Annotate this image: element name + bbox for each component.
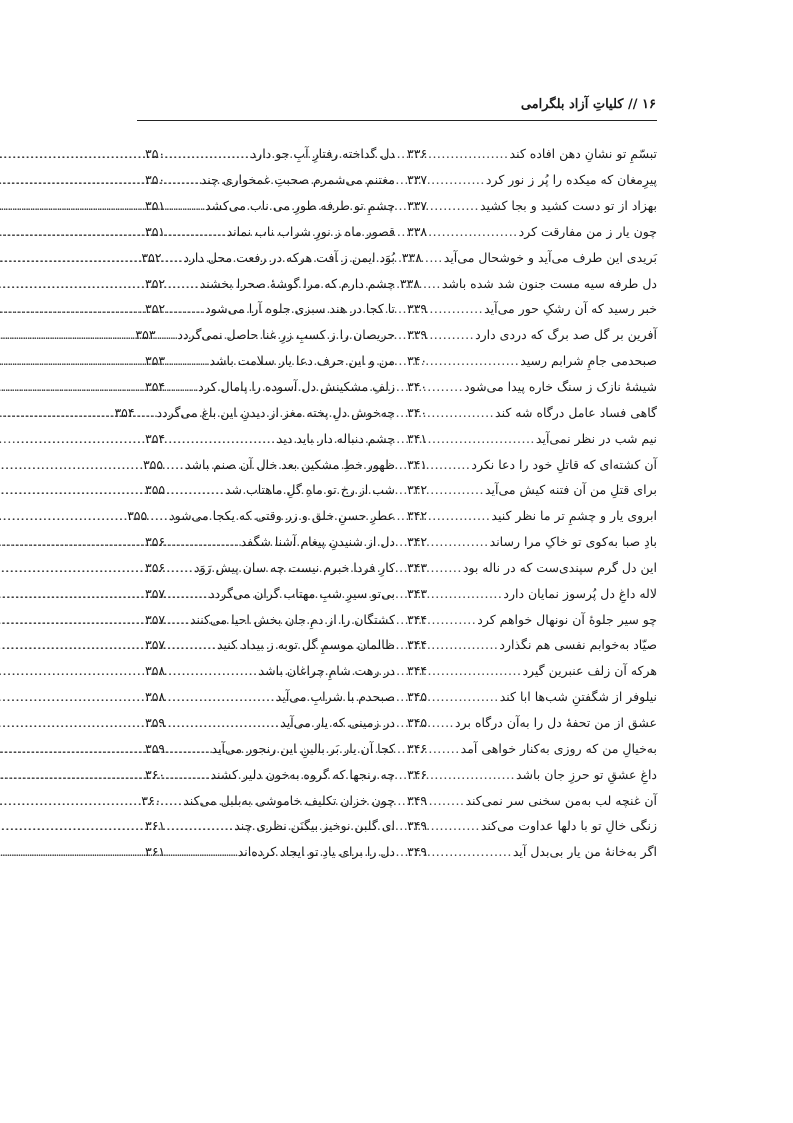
toc-entry-title: زنگی خالِ تو با دلها عداوت می‌کند bbox=[480, 818, 657, 834]
toc-entry-title: بهزاد از تو دست کشید و بجا کشید bbox=[479, 198, 657, 214]
toc-entry bbox=[145, 348, 395, 374]
toc-entry-page-number: ۳۵۶ bbox=[145, 534, 166, 550]
toc-entry-page-number: ۳۵۷ bbox=[145, 637, 166, 653]
header-separator: // bbox=[628, 97, 638, 112]
toc-entry-page-number: ۳۴۹ bbox=[407, 792, 428, 808]
toc-entry-title: دل از شنیدنِ پیغام آشنا شگفد bbox=[240, 534, 395, 550]
dot-leader bbox=[180, 353, 209, 368]
toc-entry-page-number: ۳۵۶ bbox=[145, 559, 166, 575]
toc-entry bbox=[145, 270, 395, 296]
toc-entry bbox=[407, 529, 657, 555]
toc-entry bbox=[127, 503, 395, 529]
toc-entry-page-number: ۳۵۸ bbox=[145, 689, 166, 705]
dot-leader bbox=[176, 793, 182, 808]
toc-entry-title: چون یار ز من مفارقت کرد bbox=[518, 223, 657, 239]
dot-leader bbox=[442, 301, 483, 316]
toc-entry bbox=[145, 735, 395, 761]
toc-entry-page-number: ۳۴۰ bbox=[407, 404, 428, 420]
toc-entry-page-number: ۳۵۷ bbox=[145, 585, 166, 601]
toc-entry-title: ای گلبن نوخیز بیگنَن نظری چند bbox=[234, 818, 395, 834]
header-rule bbox=[137, 120, 657, 121]
toc-entry bbox=[407, 167, 657, 193]
toc-entry bbox=[407, 839, 657, 865]
toc-entry-title: دل را برای یادِ تو ایجاد کرده‌اند bbox=[237, 844, 395, 860]
toc-entry bbox=[407, 761, 657, 787]
toc-entry-title: چون خزان تکلیف خاموشی به‌بلبل می‌کند bbox=[183, 792, 395, 808]
toc-entry-page-number: ۳۳۷ bbox=[407, 198, 428, 214]
dot-leader bbox=[442, 431, 535, 446]
toc-entry-title: دل گداخته رفتارِ آبِ جو دارد bbox=[250, 146, 395, 162]
dot-leader bbox=[180, 224, 226, 239]
dot-leader bbox=[442, 224, 518, 239]
toc-entry bbox=[145, 684, 395, 710]
dot-leader bbox=[442, 612, 476, 627]
toc-entry bbox=[145, 555, 395, 581]
dot-leader bbox=[180, 637, 216, 652]
toc-entry-title: بُوَد ایمن ز آفت هرکه در رفعت محل دارد bbox=[183, 249, 395, 265]
toc-entry-title: پیرِمغان که میکده را پُر ز نور کرد bbox=[485, 172, 657, 188]
toc-entry bbox=[145, 425, 395, 451]
toc-entry bbox=[145, 710, 395, 736]
toc-entry-page-number: ۳۴۴ bbox=[407, 637, 428, 653]
toc-entry-page-number: ۳۵۱ bbox=[145, 198, 166, 214]
dot-leader bbox=[180, 301, 204, 316]
toc-entry-page-number: ۳۴۹ bbox=[407, 844, 428, 860]
toc-entry bbox=[407, 399, 657, 425]
dot-leader bbox=[178, 457, 184, 472]
toc-entry-title: هرکه آن زلف عنبرین گیرد bbox=[522, 663, 657, 679]
dot-leader bbox=[180, 482, 224, 497]
toc-entry-page-number: ۳۳۸ bbox=[401, 249, 422, 265]
toc-entry bbox=[407, 193, 657, 219]
toc-entry-page-number: ۳۵۳ bbox=[135, 327, 156, 343]
toc-entry bbox=[145, 658, 395, 684]
toc-entry bbox=[407, 632, 657, 658]
toc-entry-title: صبحدمی جامِ شرابم رسید bbox=[520, 353, 657, 369]
dot-leader bbox=[180, 844, 237, 859]
toc-entry-page-number: ۳۶۰ bbox=[145, 766, 166, 782]
toc-entry-page-number: ۳۴۶ bbox=[407, 740, 428, 756]
toc-entry-page-number: ۳۴۵ bbox=[407, 714, 428, 730]
toc-entry-title: آن کشته‌ای که قاتلِ خود را دعا نکرد bbox=[471, 456, 657, 472]
toc-entry-title: تا کجا در هند سبزی جلوه آرا می‌شود bbox=[205, 301, 395, 317]
toc-entry-page-number: ۳۴۲ bbox=[407, 534, 428, 550]
toc-entry-title: زلفِ مشکینش دل آسوده را پامال کرد bbox=[198, 379, 395, 395]
dot-leader bbox=[180, 612, 189, 627]
toc-entry-page-number: ۳۴۴ bbox=[407, 663, 428, 679]
dot-leader bbox=[442, 534, 489, 549]
toc-entry bbox=[114, 399, 395, 425]
toc-entry-title: کارِ فردا خبرم نیست چه سان پیش رَوَد bbox=[193, 559, 395, 575]
toc-entry bbox=[141, 787, 395, 813]
dot-leader bbox=[149, 405, 155, 420]
toc-entry-title: صبحدم با شرابِ می‌آید bbox=[275, 689, 395, 705]
toc-entry bbox=[407, 606, 657, 632]
toc-entry-page-number: ۳۵۱ bbox=[145, 223, 166, 239]
toc-entry-title: این دل گرم سپندی‌ست که در ناله بود bbox=[462, 559, 657, 575]
toc-entry bbox=[407, 477, 657, 503]
toc-entry-title: دل طرفه سیه مست جنون شد شده باشد bbox=[441, 275, 657, 291]
toc-entry-page-number: ۳۵۰ bbox=[145, 172, 166, 188]
dot-leader bbox=[180, 560, 193, 575]
toc-entry bbox=[407, 451, 657, 477]
toc-entry-page-number: ۳۵۵ bbox=[127, 508, 148, 524]
dot-leader bbox=[180, 741, 210, 756]
toc-entry-title: آن غنچه لب به‌من سخنی سر نمی‌کند bbox=[465, 792, 657, 808]
toc-entry bbox=[145, 606, 395, 632]
dot-leader bbox=[442, 327, 474, 342]
dot-leader bbox=[442, 767, 515, 782]
toc-entry-title: چه‌خوش دلِ پخته مغز از دیدنِ این باغ می‌گردد bbox=[156, 404, 395, 420]
toc-entry-title: لاله داغِ دل پُرسوز نمایان دارد bbox=[503, 585, 657, 601]
toc-entry-title: بادِ صبا به‌کوی تو خاکِ مرا رساند bbox=[489, 534, 657, 550]
toc-entry-title: نیم شب در نظر نمی‌آید bbox=[535, 430, 657, 446]
toc-entry bbox=[145, 477, 395, 503]
toc-entry-title: نیلوفر از شگفتنِ شب‌ها ابا کند bbox=[499, 689, 657, 705]
dot-leader bbox=[176, 250, 182, 265]
dot-leader bbox=[442, 844, 512, 859]
dot-leader bbox=[180, 172, 200, 187]
toc-entry-page-number: ۳۳۹ bbox=[407, 301, 428, 317]
toc-entry-page-number: ۳۴۹ bbox=[407, 818, 428, 834]
toc-entry bbox=[407, 735, 657, 761]
dot-leader bbox=[442, 353, 519, 368]
toc-entry-title: چشم دارم که مرا گوشۀ صحرا بخشند bbox=[199, 275, 395, 291]
toc-entry-title: ابروی یار و چشمِ تر ما نظر کنید bbox=[491, 508, 657, 524]
running-header bbox=[521, 97, 656, 112]
toc-entry-page-number: ۳۳۸ bbox=[399, 275, 421, 291]
dot-leader bbox=[180, 715, 279, 730]
dot-leader bbox=[437, 250, 443, 265]
toc-entry-page-number: ۳۴۴ bbox=[407, 611, 428, 627]
toc-entry-page-number: ۳۵۴ bbox=[114, 404, 135, 420]
dot-leader bbox=[442, 715, 454, 730]
toc-entry-page-number: ۳۴۱ bbox=[407, 430, 428, 446]
toc-entry bbox=[407, 219, 657, 245]
toc-entry bbox=[407, 322, 657, 348]
toc-entry bbox=[145, 219, 395, 245]
dot-leader bbox=[442, 586, 502, 601]
toc-entry-title: چو سیر جلوۀ آن نونهال خواهم کرد bbox=[477, 611, 657, 627]
dot-leader bbox=[442, 793, 464, 808]
toc-entry-page-number: ۳۴۰ bbox=[407, 353, 428, 369]
toc-entry-title: من و این حرف دعا یار سلامت باشد bbox=[209, 353, 395, 369]
toc-entry-title: شیشۀ نازک ز سنگ خاره پیدا می‌شود bbox=[464, 379, 657, 395]
toc-entry-title: اگر به‌خانۀ من یار بی‌بدل آید bbox=[512, 844, 657, 860]
toc-entry bbox=[145, 529, 395, 555]
toc-entry-title: مغتنم می‌شمرم صحبتِ غمخواری چند bbox=[200, 172, 395, 188]
toc-entry-page-number: ۳۴۲ bbox=[407, 482, 428, 498]
toc-entry-title: به‌خیالِ من که روزی به‌کنار خواهی آمد bbox=[460, 740, 657, 756]
dot-leader bbox=[442, 198, 479, 213]
toc-entry-title: کشتگان را از دمِ جان بخش احیا می‌کنند bbox=[189, 611, 395, 627]
toc-entry-page-number: ۳۴۳ bbox=[407, 585, 428, 601]
toc-entry bbox=[407, 348, 657, 374]
dot-leader bbox=[442, 482, 484, 497]
toc-entry-title: آفرین بر گل صد برگ که دردی دارد bbox=[475, 327, 657, 343]
toc-entry-title: برای قتلِ من آن فتنه کیش می‌آید bbox=[484, 482, 657, 498]
toc-entry bbox=[145, 374, 395, 400]
toc-entry-page-number: ۳۵۲ bbox=[145, 301, 166, 317]
dot-leader bbox=[442, 560, 462, 575]
toc-entry bbox=[407, 684, 657, 710]
toc-entry-title: چه رنجها که گروه به‌خون دلیر کشند bbox=[210, 766, 395, 782]
toc-entry bbox=[399, 270, 657, 296]
toc-entry bbox=[145, 296, 395, 322]
dot-leader bbox=[180, 689, 275, 704]
toc-entry-title: کجا آن یار بَر بالینِ این رنجور می‌آید bbox=[211, 740, 395, 756]
toc-entry-title: خبر رسید که آن رشکِ حور می‌آید bbox=[484, 301, 657, 317]
toc-entry-title: شب از رخ تو ماهِ گلِ ماهتاب شد bbox=[224, 482, 395, 498]
toc-entry-title: بی‌تو سیرِ شبِ مهتاب گران می‌گردد bbox=[209, 585, 395, 601]
toc-entry-page-number: ۳۵۲ bbox=[145, 275, 166, 291]
toc-entry-page-number: ۳۳۶ bbox=[407, 146, 428, 162]
toc-entry bbox=[407, 658, 657, 684]
toc-entry-page-number: ۳۵۵ bbox=[142, 456, 164, 472]
toc-entry bbox=[135, 322, 395, 348]
toc-entry bbox=[407, 580, 657, 606]
toc-entry-page-number: ۳۵۹ bbox=[145, 740, 166, 756]
dot-leader bbox=[162, 508, 168, 523]
toc-entry bbox=[145, 167, 395, 193]
toc-entry-title: بَریدی این طرف می‌آید و خوشحال می‌آید bbox=[443, 249, 657, 265]
dot-leader bbox=[442, 146, 509, 161]
toc-entry bbox=[407, 813, 657, 839]
toc-entry-title: عشق از من تحفۀ دل را به‌آن درگاه برد bbox=[455, 714, 657, 730]
toc-entry bbox=[407, 503, 657, 529]
toc-entry-page-number: ۳۴۱ bbox=[407, 456, 428, 472]
toc-entry-page-number: ۳۳۷ bbox=[407, 172, 428, 188]
dot-leader bbox=[442, 741, 460, 756]
toc-entry-title: قصور ماه ز نورِ شراب ناب نماند bbox=[226, 223, 395, 239]
toc-entry-page-number: ۳۴۲ bbox=[407, 508, 428, 524]
toc-entry-title: در رهت شامِ چراغان باشد bbox=[258, 663, 395, 679]
toc-entry bbox=[407, 374, 657, 400]
dot-leader bbox=[180, 818, 233, 833]
dot-leader bbox=[180, 767, 209, 782]
toc-entry-page-number: ۳۵۴ bbox=[145, 379, 166, 395]
toc-entry-page-number: ۳۴۶ bbox=[407, 766, 428, 782]
toc-entry-title: ظالمان موسمِ گل توبه ز بیداد کنید bbox=[216, 637, 395, 653]
toc-entry bbox=[142, 451, 395, 477]
toc-entry bbox=[407, 425, 657, 451]
toc-entry-title: داغِ عشقِ تو حرزِ جان باشد bbox=[515, 766, 657, 782]
header-book-title: کلیاتِ آزاد بلگرامی bbox=[520, 97, 624, 112]
toc-entry-title: عطرِ حسنِ خلق و زر وقتی که یکجا می‌شود bbox=[169, 508, 395, 524]
toc-entry bbox=[407, 710, 657, 736]
dot-leader bbox=[435, 276, 441, 291]
dot-leader bbox=[180, 586, 208, 601]
toc-entry-page-number: ۳۴۳ bbox=[407, 559, 428, 575]
header-page-number: ۱۶ bbox=[642, 97, 656, 112]
dot-leader bbox=[442, 689, 499, 704]
dot-leader bbox=[442, 457, 470, 472]
toc-entry-page-number: ۳۴۰ bbox=[407, 379, 428, 395]
toc-entry bbox=[145, 813, 395, 839]
toc-entry-page-number: ۳۵۳ bbox=[145, 353, 166, 369]
toc-entry-page-number: ۳۵۹ bbox=[145, 714, 166, 730]
toc-entry-title: تبسّمِ تو نشانِ دهن افاده کند bbox=[509, 146, 657, 162]
toc-entry bbox=[407, 141, 657, 167]
toc-entry-title: ظهور خطِ مشکین بعد خال آن صنم باشد bbox=[184, 456, 395, 472]
toc-entry-page-number: ۳۵۲ bbox=[141, 249, 162, 265]
toc-entry-title: در زمینی که یار می‌آید bbox=[280, 714, 395, 730]
toc-left-column bbox=[114, 141, 395, 865]
dot-leader bbox=[180, 379, 197, 394]
toc-entry-page-number: ۳۶۱ bbox=[145, 818, 166, 834]
toc-entry-page-number: ۳۶۱ bbox=[145, 844, 166, 860]
dot-leader bbox=[180, 146, 250, 161]
toc-entry-page-number: ۳۶۰ bbox=[141, 792, 162, 808]
toc-entry-page-number: ۳۵۵ bbox=[145, 482, 166, 498]
dot-leader bbox=[442, 818, 480, 833]
toc-entry bbox=[407, 555, 657, 581]
toc-entry-title: چشم دنباله دار باید دید bbox=[276, 430, 395, 446]
dot-leader bbox=[180, 534, 240, 549]
dot-leader bbox=[442, 663, 521, 678]
toc-entry bbox=[145, 193, 395, 219]
dot-leader bbox=[442, 379, 463, 394]
dot-leader bbox=[180, 663, 258, 678]
toc-entry-title: حریصان را ز کسبِ زرِ غنا حاصل نمی‌گردد bbox=[177, 327, 395, 343]
toc-entry-page-number: ۳۳۸ bbox=[407, 223, 428, 239]
toc-right-column bbox=[399, 141, 657, 865]
toc-entry bbox=[145, 761, 395, 787]
dot-leader bbox=[180, 276, 199, 291]
toc-entry-title: چشمِ تو طرفه طورِ می ناب می‌کشد bbox=[205, 198, 395, 214]
toc-entry-page-number: ۳۵۸ bbox=[145, 663, 166, 679]
toc-entry bbox=[407, 787, 657, 813]
toc-entry bbox=[145, 141, 395, 167]
dot-leader bbox=[180, 198, 204, 213]
dot-leader bbox=[442, 508, 490, 523]
toc-entry-page-number: ۳۴۵ bbox=[407, 689, 428, 705]
toc-entry bbox=[145, 580, 395, 606]
toc-entry-title: صیّاد به‌خوابم نفسی هم نگذارد bbox=[499, 637, 657, 653]
dot-leader bbox=[442, 172, 485, 187]
toc-entry-page-number: ۳۵۰ bbox=[145, 146, 166, 162]
dot-leader bbox=[170, 327, 176, 342]
toc-entry bbox=[145, 839, 395, 865]
dot-leader bbox=[180, 431, 276, 446]
toc-entry-title: گاهی فساد عامل درگاه شه کند bbox=[495, 404, 657, 420]
toc-entry-page-number: ۳۵۷ bbox=[145, 611, 166, 627]
dot-leader bbox=[442, 637, 498, 652]
toc-entry bbox=[145, 632, 395, 658]
toc-entry bbox=[141, 244, 395, 270]
toc-entry-page-number: ۳۵۴ bbox=[145, 430, 166, 446]
toc-entry bbox=[407, 296, 657, 322]
toc-entry bbox=[401, 244, 657, 270]
toc-entry-page-number: ۳۳۹ bbox=[407, 327, 428, 343]
dot-leader bbox=[442, 405, 494, 420]
